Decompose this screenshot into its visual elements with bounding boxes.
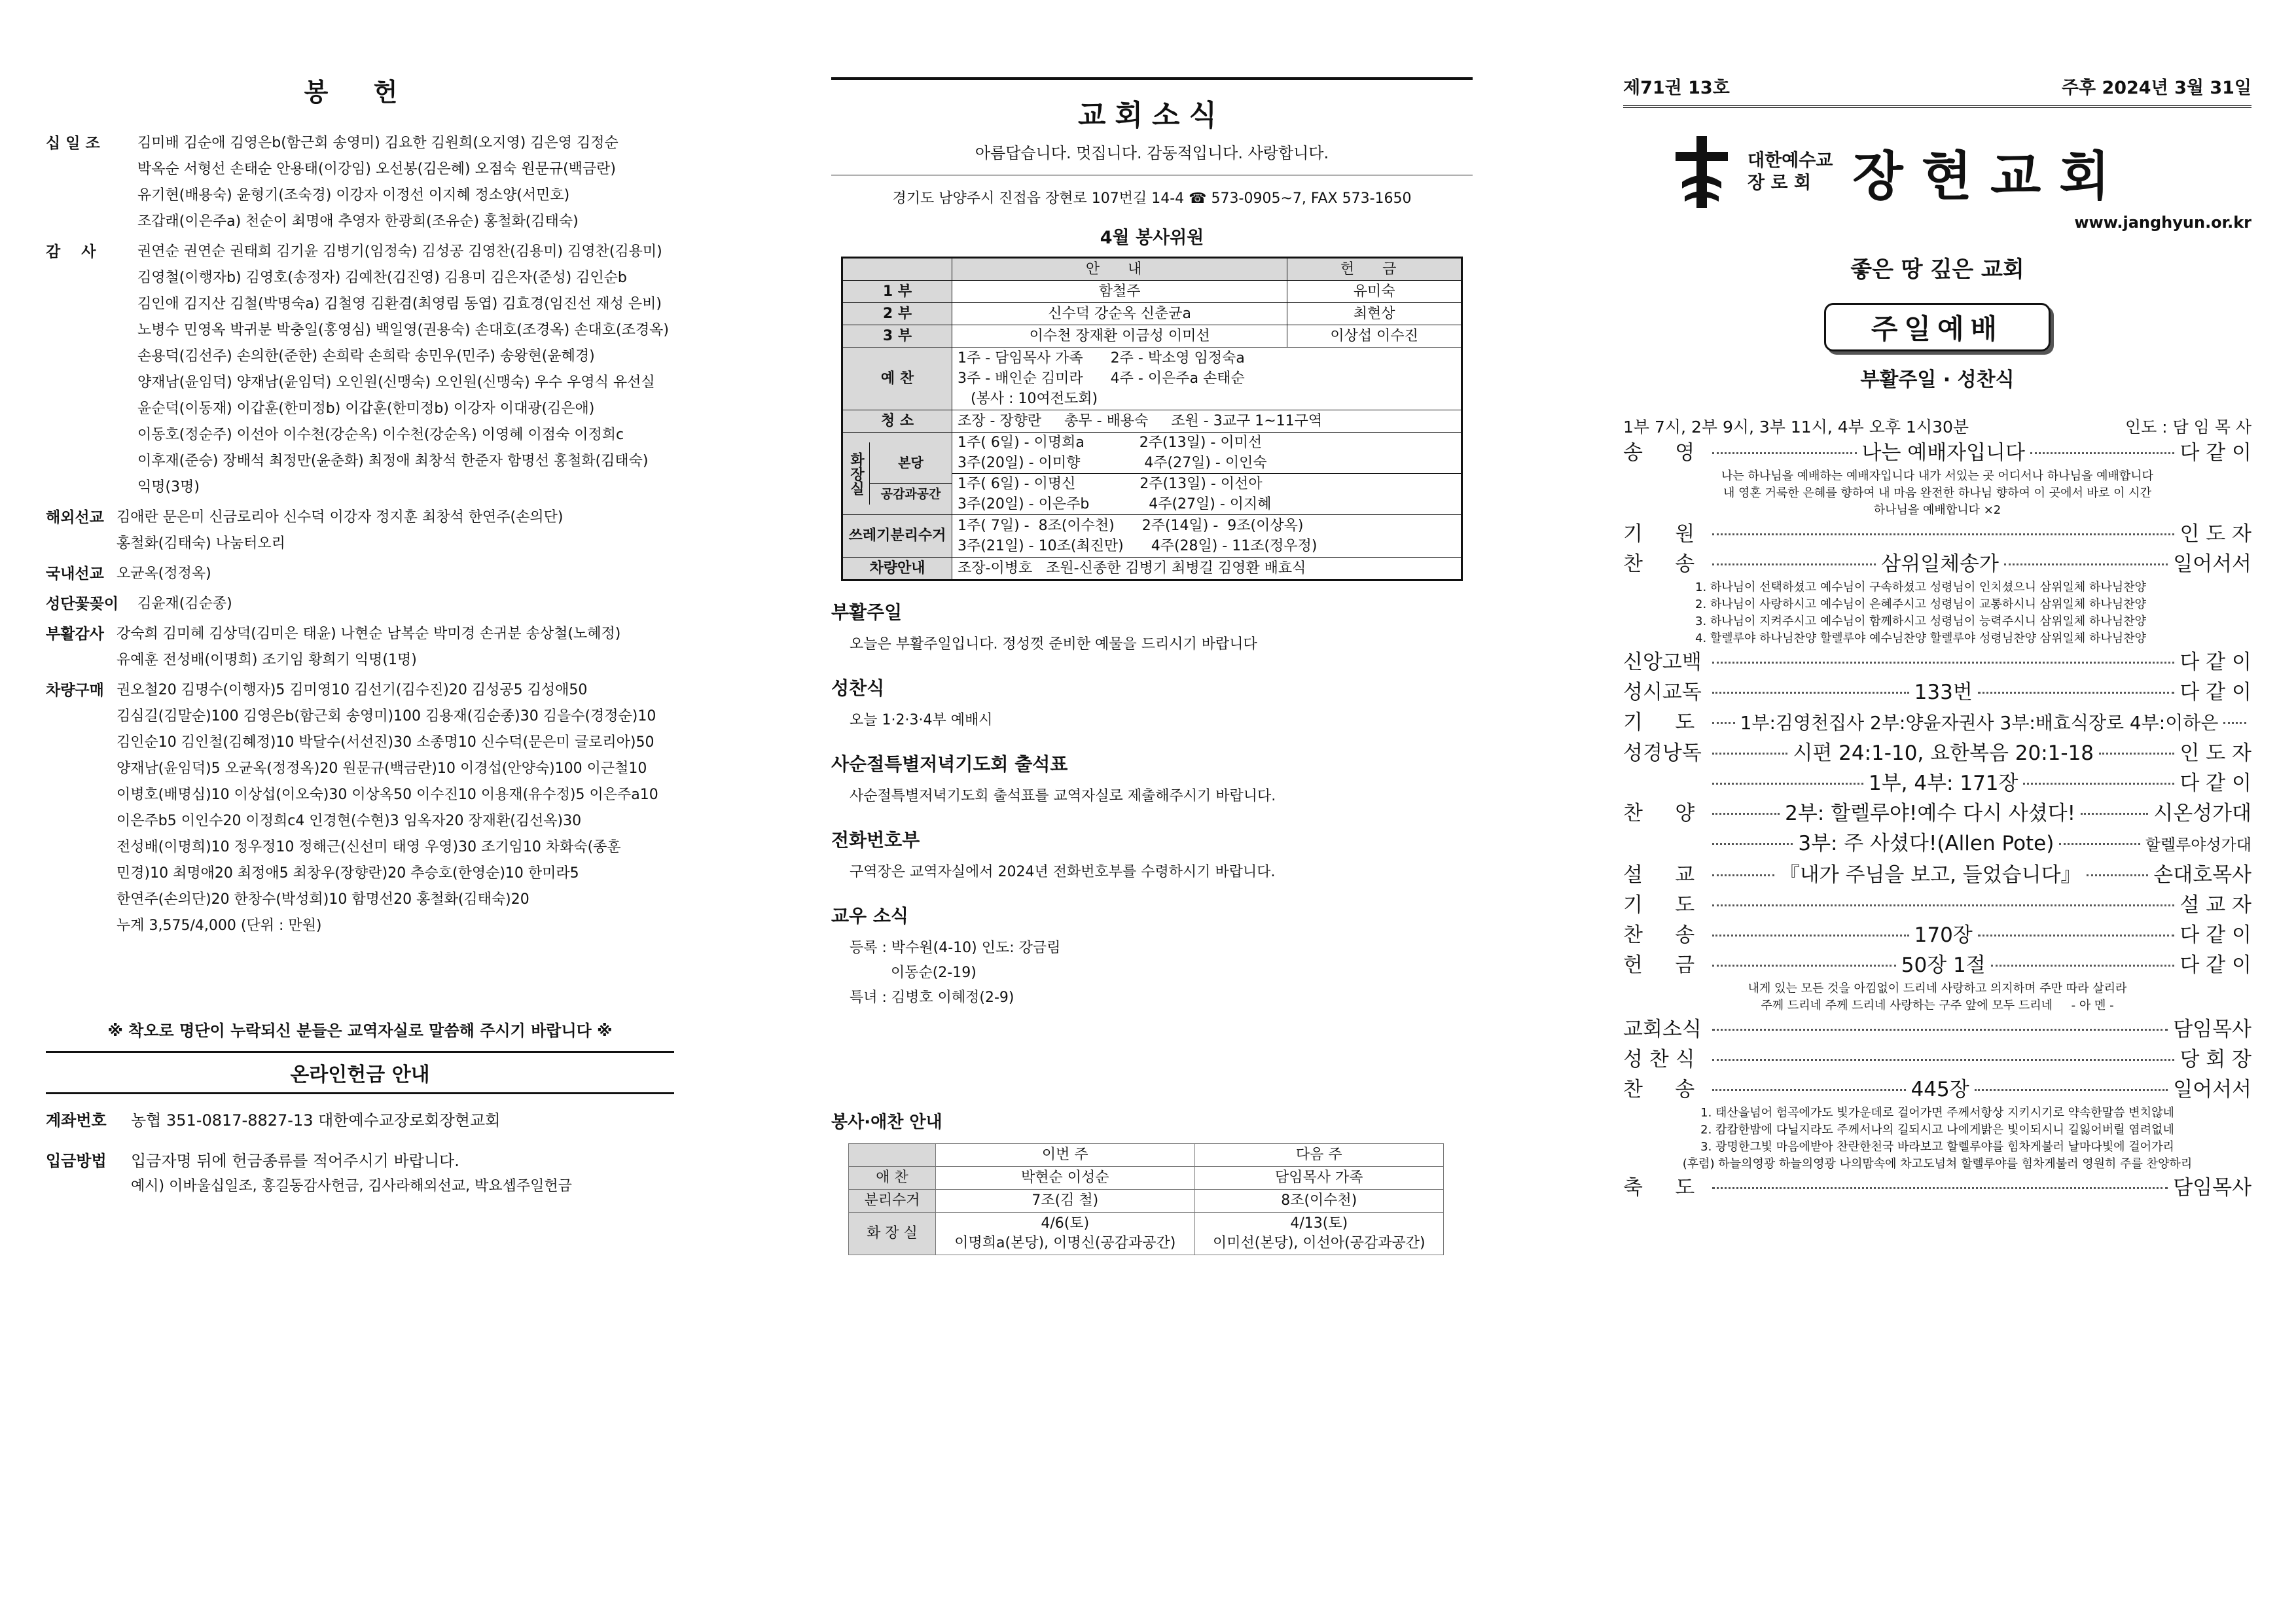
duty-label: 쓰레기분리수거 [842, 515, 952, 558]
offering-line: 권오철20 김명수(이행자)5 김미영10 김선기(김수진)20 김성공5 김성애50 [117, 682, 588, 698]
news-heading: 부활주일 [831, 601, 903, 623]
news-body: 구역장은 교역자실에서 2024년 전화번호부를 수령하시기 바랍니다. [850, 864, 1276, 880]
service-next-names: 이미선(본당), 이선아(공감과공간) [1212, 1235, 1426, 1251]
order-label: 찬 송 [1623, 923, 1695, 947]
offering-line: 김인애 김지산 김철(박명숙a) 김철영 김환겸(최영림 동엽) 김효경(임진선 재성 은비) [137, 296, 662, 312]
duty-title: 4월 봉사위원 [1100, 228, 1204, 248]
offering-category [46, 621, 674, 673]
duty-offering: 이상섭 이수진 [1287, 325, 1462, 348]
order-responsible: 다 같 이 [2179, 681, 2251, 704]
online-offering-title: 온라인헌금 안내 [46, 1051, 674, 1094]
order-item [1623, 860, 2251, 890]
offering-line: 김인순10 김인철(김혜정)10 박달수(서선진)30 소종명10 신수덕(문은미 글로리아)50 [117, 734, 655, 751]
order-title: 170장 [1914, 923, 1973, 947]
leader-dots [2004, 563, 2168, 565]
order-label: 찬 송 [1623, 1078, 1695, 1101]
duty-row-1 [842, 281, 1462, 303]
order-item [1623, 920, 2251, 950]
duty-guide: 함철주 [952, 281, 1287, 303]
leader-dots [1712, 753, 1787, 755]
order-content [1707, 950, 2179, 980]
order-content [1707, 1075, 2173, 1105]
order-content [1707, 1064, 2179, 1066]
worship-subtitle: 부활주일 · 성찬식 [1860, 368, 2015, 391]
denomination-line: 장 로 회 [1748, 172, 1812, 193]
offering-list [46, 130, 674, 939]
order-content [1707, 667, 2179, 669]
order-item [1623, 890, 2251, 920]
restroom-main-label: 본당 [870, 442, 952, 484]
order-content [1707, 910, 2179, 912]
order-label: 헌 금 [1623, 954, 1695, 977]
offering-names [117, 621, 674, 673]
order-item [1623, 1014, 2251, 1044]
duty-clean-row [842, 410, 1462, 433]
offering-line: 김영철(이행자b) 김영호(송정자) 김예찬(김진영) 김용미 김은자(준성) 김인순b [137, 270, 627, 286]
service-this-date: 4/6(토) [1041, 1215, 1090, 1232]
order-title: 133번 [1914, 681, 1973, 704]
church-address: 경기도 남양주시 진접읍 장현로 107번길 14-4 ☎ 573-0905~7, FAX 573-1650 [892, 190, 1412, 207]
duty-restroom-values [952, 433, 1462, 515]
service-row [849, 1213, 1444, 1255]
offering-names [117, 677, 674, 939]
issue-date: 주후 2024년 3월 31일 [2061, 78, 2251, 98]
offering-line: 이후재(준승) 장배석 최정만(윤춘화) 최정애 최창석 한준자 함명선 홍철화(김태숙) [137, 453, 649, 469]
news-heading: 사순절특별저녁기도회 출석표 [831, 753, 1068, 775]
offering-line: 노병수 민영옥 박귀분 박충일(홍영심) 백일영(권용숙) 손대호(조경옥) 손대호(조경옥) [137, 322, 669, 338]
order-responsible: 손대호목사 [2153, 863, 2251, 887]
leader-dots [1712, 452, 1857, 454]
lyric-line: 3. 하나님이 지켜주시고 예수님이 함께하시고 성령님이 능력주시니 삼위일체 하나님찬양 [1695, 615, 2146, 628]
duty-label: 1 부 [842, 281, 952, 303]
order-item [1623, 1173, 2251, 1203]
trash-line: 1주( 7일) - 8조(이수천) 2주(14일) - 9조(이상옥) [958, 518, 1304, 534]
order-label: 신앙고백 [1623, 651, 1702, 674]
order-content [1707, 549, 2173, 579]
service-this-names: 이명희a(본당), 이명신(공감과공간) [954, 1235, 1176, 1251]
duty-offering: 유미숙 [1287, 281, 1462, 303]
church-website: www.janghyun.or.kr [2074, 213, 2251, 232]
worship-panel [1623, 0, 2251, 1623]
duty-header-offering: 헌 금 [1287, 258, 1462, 281]
leader-dots [1978, 935, 2175, 936]
order-item [1623, 519, 2251, 549]
offering-line: 이동호(정순주) 이선아 이수천(강순옥) 이수천(강순옥) 이영혜 이점숙 이정희c [137, 427, 624, 443]
order-content [1707, 860, 2153, 890]
service-next-date: 4/13(토) [1290, 1215, 1348, 1232]
offering-label: 부활감사 [46, 626, 104, 643]
lyric-line: 4. 할렐루야 하나님찬양 할렐루야 예수님찬양 할렐루야 성령님찬양 삼위일체 하나님찬양 [1695, 632, 2146, 645]
restroom-share-line: 3주(20일) - 이은주b 4주(27일) - 이지혜 [958, 496, 1272, 512]
order-responsible: 다 같 이 [2179, 923, 2251, 947]
duty-clean-value: 조장 - 장향란 총무 - 배용숙 조원 - 3교구 1~11구역 [952, 410, 1462, 433]
order-responsible: 인 도 자 [2179, 522, 2251, 546]
order-responsible: 다 같 이 [2179, 441, 2251, 465]
order-title: 1부:김영천집사 2부:양윤자권사 3부:배효식장로 4부:이하은 [1740, 712, 2219, 734]
omission-notice: ※ 착오로 명단이 누락되신 분들은 교역자실로 말씀해 주시기 바랍니다 ※ [107, 1022, 613, 1040]
lyric-line: 주께 드리네 주께 드리네 사랑하는 구주 앞에 모두 드리네 - 아 멘 - [1761, 999, 2114, 1012]
account-label: 계좌번호 [46, 1111, 107, 1130]
offering-line: 조갑래(이은주a) 천순이 최명애 추영자 한광희(조유순) 홍철화(김태숙) [137, 213, 579, 230]
leader-dots [1991, 965, 2175, 967]
duty-label: 예 찬 [842, 348, 952, 410]
lyric-line: 2. 캄캄한밤에 다닐지라도 주께서나의 길되시고 나에게밝은 빛이되시니 길잃어버릴 염려없네 [1700, 1123, 2174, 1137]
offering-label: 국내선교 [46, 565, 104, 582]
duty-label: 2 부 [842, 303, 952, 325]
order-responsible: 일어서서 [2173, 552, 2251, 576]
order-responsible: 다 같 이 [2179, 772, 2251, 795]
order-content [1707, 677, 2179, 707]
order-label: 설 교 [1623, 863, 1695, 887]
offering-title: 봉 헌 [304, 78, 416, 107]
leader-dots [1712, 904, 2174, 906]
offering-line: 박옥순 서형선 손태순 안용태(이강임) 오선봉(김은혜) 오점숙 원문규(백금란) [137, 161, 617, 177]
order-item [1623, 707, 2251, 738]
order-responsible: 다 같 이 [2179, 651, 2251, 674]
offering-panel [46, 0, 674, 1623]
offering-category [46, 239, 674, 501]
order-title: 1부, 4부: 171장 [1869, 772, 2018, 795]
order-responsible: 시온성가대 [2153, 802, 2251, 825]
service-next [1194, 1213, 1443, 1255]
news-title: 교회소식 [1077, 99, 1226, 132]
service-row [849, 1167, 1444, 1190]
worship-leader: 인도 : 담 임 목 사 [2125, 418, 2251, 437]
offering-names [117, 561, 674, 587]
news-list [831, 598, 1473, 1010]
offering-line: 김애란 문은미 신금로리아 신수덕 이강자 정지훈 최창석 한연주(손의단) [117, 509, 564, 526]
leader-dots [1712, 843, 1793, 845]
leader-dots [1712, 1187, 2168, 1189]
order-label: 성 찬 식 [1623, 1048, 1695, 1071]
duty-guide: 신수덕 강순옥 신춘균a [952, 303, 1287, 325]
order-content [1707, 708, 2251, 738]
order-title: 삼위일체송가 [1881, 552, 1999, 576]
order-label: 축 도 [1623, 1176, 1695, 1200]
order-of-worship [1623, 438, 2251, 1203]
duty-choir-row [842, 348, 1462, 410]
leader-dots [1712, 965, 1896, 967]
offering-line: 윤순덕(이동재) 이갑훈(한미정b) 이갑훈(한미정b) 이강자 이대광(김은애) [137, 401, 595, 417]
news-heading: 성찬식 [831, 677, 885, 699]
lyric-line: (후렴) 하늘의영광 하늘의영광 나의맘속에 차고도넘쳐 할렐루야를 힘차게불러 영원히 주를 찬양하리 [1682, 1157, 2193, 1171]
order-item [1623, 738, 2251, 768]
restroom-main-line: 1주( 6일) - 이명희a 2주(13일) - 이미선 [958, 435, 1263, 451]
order-content [1707, 738, 2179, 768]
offering-category [46, 591, 674, 617]
offering-line: 익명(3명) [137, 479, 200, 495]
order-responsible: 인 도 자 [2179, 741, 2251, 765]
method-value: 입금자명 뒤에 헌금종류를 적어주시기 바랍니다. [131, 1152, 459, 1170]
leader-dots [2023, 783, 2174, 785]
lyric-line: 2. 하나님이 사랑하시고 예수님이 은혜주시고 성령님이 교통하시니 삼위일체 하나님찬양 [1695, 597, 2146, 611]
service-label: 분리수거 [849, 1190, 936, 1213]
service-header-next: 다음 주 [1194, 1144, 1443, 1167]
account-row [46, 1106, 674, 1135]
offering-names [137, 130, 674, 235]
lyric-line: 3. 광명한그빛 마음에받아 찬란한천국 바라보고 할렐루야를 힘차게불러 날마다빛에 걸어가리 [1700, 1140, 2174, 1154]
order-title: 시편 24:1-10, 요한복음 20:1-18 [1793, 741, 2094, 765]
order-responsible: 담임목사 [2173, 1018, 2251, 1041]
offering-category [46, 505, 674, 557]
leader-dots [1712, 874, 1774, 876]
offering-line: 양재남(윤임덕)5 오균옥(정정옥)20 원문규(백금란)10 이경섭(안양숙)100 이근철10 [117, 760, 647, 777]
denomination-line: 대한예수교 [1748, 150, 1833, 171]
offering-line: 김심길(김말순)100 김영은b(함근회 송영미)100 김용재(김순종)30 김을수(경정순)10 [117, 708, 656, 724]
leader-dots [2081, 813, 2148, 815]
duty-guide: 이수천 장재환 이금성 이미선 [952, 325, 1287, 348]
offering-label: 성단꽃꽂이 [46, 596, 119, 613]
issue-number: 제71권 13호 [1623, 78, 1730, 98]
duty-label: 화장실 [843, 442, 870, 505]
service-times-row [1623, 414, 2251, 438]
order-item [1623, 549, 2251, 579]
leader-dots [1712, 813, 1780, 815]
offering-line: 유기현(배용숙) 윤형기(조숙경) 이강자 이정선 이지혜 정소양(서민호) [137, 187, 570, 204]
leader-dots [1975, 1089, 2168, 1091]
cross-icon [1676, 136, 1728, 208]
duty-header-row [842, 258, 1462, 281]
order-content [1707, 1034, 2173, 1036]
offering-category [46, 561, 674, 587]
order-responsible: 할렐루야성가대 [2145, 836, 2251, 854]
service-title: 봉사·애찬 안내 [831, 1113, 942, 1132]
offering-names [117, 505, 674, 557]
news-body: 오늘은 부활주일입니다. 정성껏 준비한 예물을 드리시기 바랍니다 [850, 636, 1257, 652]
order-content [1707, 1192, 2173, 1194]
offering-line: 김미배 김순애 김영은b(함근회 송영미) 김요한 김원희(오지영) 김은영 김정순 [137, 135, 619, 151]
order-item [1623, 1044, 2251, 1075]
news-body: 등록 : 박수원(4-10) 인도: 강금림 이동순(2-19) 특녀 : 김병호 이혜정(2-9) [850, 940, 1061, 1006]
offering-names [137, 591, 674, 617]
offering-line: 한연주(손의단)20 한창수(박성희)10 함명선20 홍철화(김태숙)20 [117, 891, 529, 908]
order-title: 3부: 주 사셨다!(Allen Pote) [1798, 832, 2054, 855]
duty-trash-row [842, 515, 1462, 558]
duty-restroom-row [842, 433, 1462, 515]
offering-category [46, 130, 674, 235]
leader-dots [2099, 753, 2174, 755]
duty-row-3 [842, 325, 1462, 348]
church-name: 장현교회 [1852, 145, 2128, 207]
restroom-share-line: 1주( 6일) - 이명신 2주(13일) - 이선아 [958, 476, 1263, 492]
order-label: 기 원 [1623, 522, 1695, 546]
service-times: 1부 7시, 2부 9시, 3부 11시, 4부 오후 1시30분 [1623, 418, 1969, 437]
order-responsible: 다 같 이 [2179, 954, 2251, 977]
order-title: 50장 1절 [1901, 954, 1986, 977]
denomination [1748, 150, 1833, 194]
order-content [1707, 768, 2179, 798]
duty-car-row [842, 558, 1462, 580]
account-value: 농협 351-0817-8827-13 대한예수교장로회장현교회 [131, 1111, 501, 1130]
service-this: 7조(김 철) [936, 1190, 1195, 1213]
order-responsible: 일어서서 [2173, 1078, 2251, 1101]
choir-line: 3주 - 배인순 김미라 4주 - 이은주a 손태순 [958, 370, 1245, 387]
trash-line: 3주(21일) - 10조(최진만) 4주(28일) - 11조(정우정) [958, 538, 1318, 554]
order-item [1623, 829, 2251, 860]
offering-category [46, 677, 674, 939]
order-content [1707, 798, 2153, 829]
service-this: 박현순 이성순 [936, 1167, 1195, 1190]
order-label: 성경낭독 [1623, 741, 1702, 765]
leader-dots [1712, 692, 1909, 694]
offering-line: 민경)10 최명애20 최정애5 최창우(장향란)20 추승호(한영순)10 한미라5 [117, 865, 579, 882]
leader-dots [1712, 533, 2174, 535]
service-label: 화 장 실 [849, 1213, 936, 1255]
choir-line: 1주 - 담임목사 가족 2주 - 박소영 임정숙a [958, 350, 1245, 366]
offering-line: 손용덕(김선주) 손의한(준한) 손희락 손희락 송민우(민주) 송왕현(윤혜경) [137, 348, 595, 365]
lyric-line: 내 영혼 거룩한 은혜를 향하여 내 마음 완전한 하나님 향하여 이 곳에서 바로 이 시간 [1723, 486, 2151, 500]
leader-dots [1978, 692, 2175, 694]
offering-line: 누계 3,575/4,000 (단위 : 만원) [117, 918, 322, 934]
order-responsible: 설 교 자 [2179, 893, 2251, 917]
lyric-line: 내게 있는 모든 것을 아낌없이 드리네 사랑하고 의지하며 주만 따라 살리라 [1748, 982, 2127, 995]
church-motto: 아름답습니다. 멋집니다. 감동적입니다. 사랑합니다. [975, 144, 1329, 162]
offering-line: 김윤재(김순종) [137, 596, 232, 612]
duty-label: 차량안내 [842, 558, 952, 580]
order-item [1623, 950, 2251, 980]
order-responsible: 담임목사 [2173, 1176, 2251, 1200]
duty-header-guide: 안 내 [952, 258, 1287, 281]
offering-line: 양재남(윤임덕) 양재남(윤임덕) 오인원(신맹숙) 오인원(신맹숙) 우수 우영식 유선실 [137, 374, 655, 391]
order-item [1623, 677, 2251, 707]
duty-offering: 최현상 [1287, 303, 1462, 325]
worship-title: 주일예배 [1824, 303, 2051, 351]
duty-label: 3 부 [842, 325, 952, 348]
news-body: 오늘 1·2·3·4부 예배시 [850, 712, 993, 728]
news-heading: 교우 소식 [831, 905, 908, 927]
duty-choir-value [952, 348, 1462, 410]
offering-label: 해외선교 [46, 509, 104, 526]
leader-dots [2059, 843, 2140, 845]
church-slogan: 좋은 땅 깊은 교회 [1850, 257, 2024, 283]
issue-header [1623, 73, 2251, 108]
order-responsible: 당 회 장 [2179, 1048, 2251, 1071]
lyric-line: 1. 태산을넘어 험곡에가도 빛가운데로 걸어가면 주께서항상 지키시기로 약속한말씀 변치않네 [1700, 1106, 2174, 1120]
restroom-share-label: 공감과공간 [880, 487, 941, 501]
order-content [1707, 920, 2179, 950]
offering-line: 이병호(배명심)10 이상섭(이오숙)30 이상옥50 이수진10 이용재(유수정)5 이은주a10 [117, 787, 658, 803]
duty-table [841, 257, 1463, 581]
order-label: 교회소식 [1623, 1018, 1702, 1041]
service-header-blank [849, 1144, 936, 1167]
leader-dots [1712, 722, 1735, 724]
top-rule [831, 77, 1473, 80]
offering-line: 권연순 권연순 권태희 김기윤 김병기(임정숙) 김성공 김영찬(김용미) 김영찬(김용미) [137, 243, 662, 260]
service-table [848, 1143, 1444, 1255]
church-logo [1676, 134, 2251, 209]
lyric-line: 하나님을 예배합니다 ×2 [1873, 503, 2001, 517]
news-heading: 전화번호부 [831, 829, 920, 851]
service-header-row [849, 1144, 1444, 1167]
duty-header-blank [842, 258, 952, 281]
news-body: 사순절특별저녁기도회 출석표를 교역자실로 제출해주시기 바랍니다. [850, 788, 1276, 804]
offering-line: 이은주b5 이인수20 이정희c4 인경현(수현)3 임옥자20 장재환(김선옥)30 [117, 813, 582, 829]
service-label: 애 찬 [849, 1167, 936, 1190]
order-title: 2부: 할렐루야!예수 다시 사셨다! [1785, 802, 2076, 825]
leader-dots [1712, 1089, 1906, 1091]
service-header-this: 이번 주 [936, 1144, 1195, 1167]
duty-car-value: 조장-이병호 조원-신종한 김병기 최병길 김영환 배효식 [952, 558, 1462, 580]
order-content [1707, 438, 2179, 468]
offering-label: 감 사 [46, 243, 96, 260]
offering-line: 홍철화(김태숙) 나눔터오리 [117, 535, 285, 552]
news-panel [831, 0, 1473, 1623]
order-item [1623, 1075, 2251, 1105]
offering-line: 오균옥(정정옥) [117, 565, 211, 582]
order-label: 찬 양 [1623, 802, 1695, 825]
order-title: 445장 [1910, 1078, 1969, 1101]
offering-names [137, 239, 674, 501]
lyric-line: 나는 하나님을 예배하는 예배자입니다 내가 서있는 곳 어디서나 하나님을 예배합니다 [1721, 469, 2154, 483]
choir-line: (봉사 : 10여전도회) [971, 391, 1098, 407]
order-content [1707, 829, 2145, 859]
restroom-main-line: 3주(20일) - 이미향 4주(27일) - 이인숙 [958, 455, 1267, 471]
order-content [1707, 539, 2179, 541]
order-label: 기 도 [1623, 711, 1695, 734]
leader-dots [1712, 1029, 2168, 1031]
leader-dots [1712, 662, 2174, 664]
service-next: 8조(이수천) [1194, 1190, 1443, 1213]
duty-label: 청 소 [842, 410, 952, 433]
order-title: 나는 예배자입니다 [1861, 441, 2025, 465]
order-item [1623, 647, 2251, 677]
leader-dots [2087, 874, 2149, 876]
leader-dots [2030, 452, 2175, 454]
offering-label: 십 일 조 [46, 135, 100, 152]
leader-dots [1712, 783, 1863, 785]
method-label: 입금방법 [46, 1152, 107, 1170]
order-item [1623, 798, 2251, 829]
method-row [46, 1147, 674, 1175]
leader-dots [1712, 563, 1876, 565]
order-label: 기 도 [1623, 893, 1695, 917]
leader-dots [2223, 722, 2246, 724]
service-row [849, 1190, 1444, 1213]
lyric-line: 1. 하나님이 선택하셨고 예수님이 구속하셨고 성령님이 인치셨으니 삼위일체 하나님찬양 [1695, 580, 2146, 594]
order-label: 송 영 [1623, 441, 1695, 465]
leader-dots [1712, 1059, 2174, 1061]
service-next: 담임목사 가족 [1194, 1167, 1443, 1190]
method-example: 예시) 이바울십일조, 홍길동감사헌금, 김사라해외선교, 박요셉주일헌금 [131, 1178, 572, 1194]
offering-line: 전성배(이명희)10 정우정10 정해근(신선미 태영 우영)30 조기임10 차화숙(종훈 [117, 839, 621, 855]
offering-line: 강숙희 김미혜 김상덕(김미은 태윤) 나현순 남복순 박미경 손귀분 송상철(노혜정) [117, 626, 621, 642]
duty-trash-value [952, 515, 1462, 558]
order-label: 성시교독 [1623, 681, 1702, 704]
duty-restroom-cell [842, 433, 952, 515]
duty-row-2 [842, 303, 1462, 325]
order-item [1623, 438, 2251, 468]
order-label: 찬 송 [1623, 552, 1695, 576]
order-item [1623, 768, 2251, 798]
leader-dots [1712, 935, 1909, 936]
offering-line: 유예훈 전성배(이명희) 조기임 황희기 익명(1명) [117, 652, 417, 668]
offering-label: 차량구매 [46, 682, 104, 699]
service-this [936, 1213, 1195, 1255]
order-title: 『내가 주님을 보고, 들었습니다』 [1779, 863, 2081, 887]
